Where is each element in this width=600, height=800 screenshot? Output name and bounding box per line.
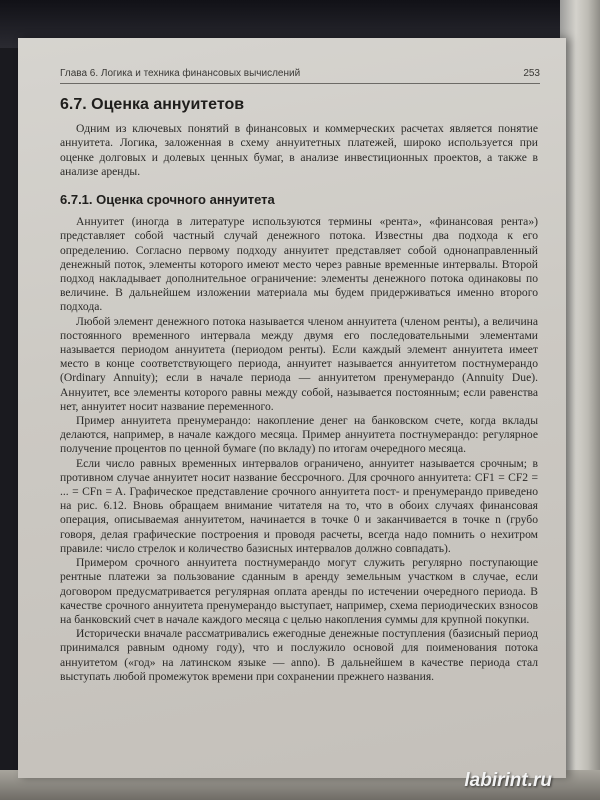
page-number: 253 xyxy=(523,68,540,79)
paragraph: Исторически вначале рассматривались ежегодные денежные поступления (базисный период принимался равным одному году), что и послужило основой для поименования потока аннуитетом («год» на латинском языке — anno). В дальнейшем в качестве периода стал выступать любой промежуток времени при сохранении прежнего названия. xyxy=(60,627,538,683)
section-title: 6.7. Оценка аннуитетов xyxy=(60,96,245,113)
paragraph: Любой элемент денежного потока называется членом аннуитета (членом ренты), а величина постоянного временного интервала между двумя его последовательными элементами называется периодом аннуитета (периодом ренты). Если каждый элемент аннуитета имеет место в конце соответствующего периода, аннуитет называется аннуитетом постнумерандо (Ordinary Annuity); если в начале периода — аннуитетом пренумерандо (Annuity Due). Аннуитет, все элементы которого равны между собой, называется постоянным; если равенства нет, аннуитет носит название переменного. xyxy=(60,314,538,413)
watermark: labirint.ru xyxy=(464,770,552,791)
page-content xyxy=(60,98,538,684)
paragraph: Пример аннуитета пренумерандо: накопление денег на банковском счете, когда вклады делаются, например, в начале каждого месяца. Пример аннуитета постнумерандо: регулярное получение процентов по ценной бумаге (по вкладу) по итогам очередного месяца. xyxy=(60,414,538,456)
book-page-edges xyxy=(560,0,600,800)
chapter-title: Глава 6. Логика и техника финансовых вычислений xyxy=(60,68,301,79)
paragraph: Примером срочного аннуитета постнумерандо могут служить регулярно поступающие рентные платежи за пользование сданным в аренду земельным участком в случае, если договором предусматривается регулярная оплата аренды по истечении очередного периода. В качестве срочного аннуитета пренумерандо выступает, например, схема периодических взносов на банковский счет в начале каждого месяца с целью накопления суммы для крупной покупки. xyxy=(60,556,538,626)
section-intro: Одним из ключевых понятий в финансовых и коммерческих расчетах является понятие аннуитета. Логика, заложенная в схему аннуитетных платежей, широко используется при оценке долговых и долевых ценных бумаг, в анализе инвестиционных проектов, а также в анализе аренды. xyxy=(60,122,538,178)
subsection-title: 6.7.1. Оценка срочного аннуитета xyxy=(60,192,275,208)
paragraph: Если число равных временных интервалов ограничено, аннуитет называется срочным; в противном случае аннуитет носит название бессрочного. Для срочного аннуитета: CF1 = CF2 = ... = CFn = A. Графическое представление срочного аннуитета пост- и пренумерандо приведено на рис. 6.12. Вновь обращаем внимание читателя на то, что в обоих случаях финансовая операция, описываемая аннуитетом, начинается в точке 0 и заканчивается в точке n (грубо говоря, делая графические построения и проводя расчеты, всегда надо помнить о нехитром правиле: число стрелок и количество базисных интервалов должно совпадать). xyxy=(60,456,538,555)
book-page xyxy=(18,38,566,778)
running-head xyxy=(60,68,540,84)
paragraph: Аннуитет (иногда в литературе используются термины «рента», «финансовая рента») представляет собой частный случай денежного потока. Известны два подхода к его определению. Согласно первому подходу аннуитет представляет собой однонаправленный денежный поток, элементы которого имеют место через равные временные интервалы. Второй подход накладывает дополнительное ограничение: элементы денежного потока одинаковы по величине. В дальнейшем изложении материала мы будем придерживаться именно второго подхода. xyxy=(60,215,538,314)
